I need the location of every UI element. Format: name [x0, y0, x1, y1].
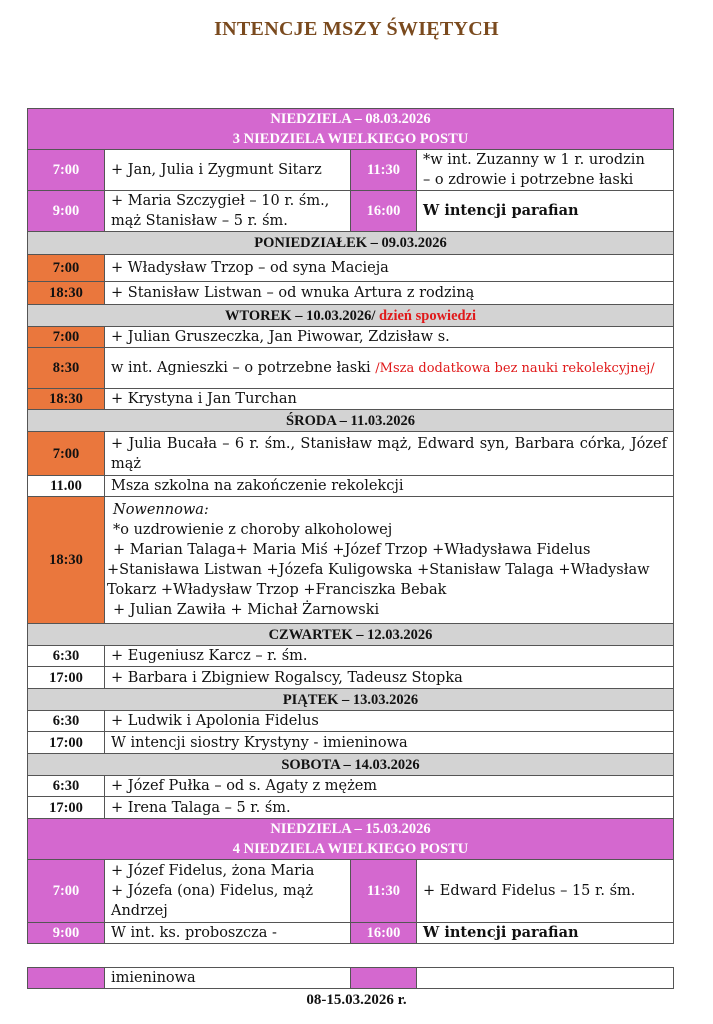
day-header-tuesday: WTOREK – 10.03.2026/ dzień spowiedzi [28, 305, 674, 327]
schedule-table [27, 108, 674, 944]
mass-intention: + Ludwik i Apolonia Fidelus [105, 711, 674, 732]
mass-intention: Msza szkolna na zakończenie rekolekcji [105, 476, 674, 497]
mass-intention: + Irena Talaga – 5 r. śm. [105, 797, 674, 819]
table-row [28, 255, 674, 282]
continuation-table [27, 967, 674, 989]
mass-time: 7:00 [28, 255, 105, 282]
day-header-sunday-1 [28, 109, 674, 150]
mass-intention: + Julia Bucała – 6 r. śm., Stanisław mąż, Edward syn, Barbara córka, Józef mąż [105, 432, 674, 476]
mass-time: 8:30 [28, 348, 105, 389]
mass-time: 6:30 [28, 646, 105, 667]
table-row [28, 497, 674, 624]
time-cell-empty [351, 968, 417, 989]
day-subtitle: 3 NIEDZIELA WIELKIEGO POSTU [232, 131, 469, 147]
mass-time: 7:00 [28, 860, 105, 923]
mass-intention: + Stanisław Listwan – od wnuka Artura z rodziną [105, 282, 674, 305]
day-header-sunday-2 [28, 819, 674, 860]
mass-intention: + Krystyna i Jan Turchan [105, 389, 674, 410]
table-row [28, 348, 674, 389]
mass-intention: + Józef Pułka – od s. Agaty z mężem [105, 776, 674, 797]
table-row [28, 923, 674, 944]
mass-intention: + Józef Fidelus, żona Maria + Józefa (ona) Fidelus, mąż Andrzej [105, 860, 351, 923]
table-row [28, 732, 674, 754]
table-row [28, 327, 674, 348]
mass-intention: W intencji parafian [417, 923, 674, 944]
mass-time: 16:00 [351, 923, 417, 944]
mass-time: 7:00 [28, 150, 105, 191]
mass-intention: + Barbara i Zbigniew Rogalscy, Tadeusz Stopka [105, 667, 674, 689]
mass-intention: w int. Agnieszki – o potrzebne łaski /Msza dodatkowa bez nauki rekolekcyjnej/ [105, 348, 674, 389]
table-row [28, 150, 674, 191]
table-row [28, 282, 674, 305]
mass-time: 17:00 [28, 797, 105, 819]
mass-intention: + Jan, Julia i Zygmunt Sitarz [105, 150, 351, 191]
mass-time: 17:00 [28, 667, 105, 689]
mass-intention-continued: imieninowa [105, 968, 351, 989]
day-title: NIEDZIELA – 08.03.2026 [270, 111, 431, 127]
table-row [28, 776, 674, 797]
confession-day-label: dzień spowiedzi [378, 307, 477, 324]
mass-time: 17:00 [28, 732, 105, 754]
day-header-friday: PIĄTEK – 13.03.2026 [28, 689, 674, 711]
mass-time: 11:30 [351, 860, 417, 923]
day-subtitle: 4 NIEDZIELA WIELKIEGO POSTU [232, 841, 469, 857]
mass-time: 18:30 [28, 497, 105, 624]
mass-time: 11.00 [28, 476, 105, 497]
mass-intention: W int. ks. proboszcza - [105, 923, 351, 944]
intention-cell-empty [417, 968, 674, 989]
day-header-thursday: CZWARTEK – 12.03.2026 [28, 624, 674, 646]
mass-time: 9:00 [28, 191, 105, 232]
mass-intention: Nowennowa: *o uzdrowienie z choroby alkoholowej + Marian Talaga+ Maria Miś +Józef Trzop +Władysława Fidelus +Stanisława Listwan +Józefa Kuligowska +Stanisław Talaga +Władysław Tokarz +Władysław Trzop +Franciszka Bebak + Julian Zawiła + Michał Żarnowski [105, 497, 674, 624]
mass-time: 6:30 [28, 711, 105, 732]
mass-intention: + Maria Szczygieł – 10 r. śm., mąż Stanisław – 5 r. śm. [105, 191, 351, 232]
table-row [28, 797, 674, 819]
mass-time: 7:00 [28, 327, 105, 348]
mass-intention: + Edward Fidelus – 15 r. śm. [417, 860, 674, 923]
mass-intention: + Władysław Trzop – od syna Macieja [105, 255, 674, 282]
mass-intention: *w int. Zuzanny w 1 r. urodzin – o zdrowie i potrzebne łaski [417, 150, 674, 191]
date-range-footer: 08-15.03.2026 r. [306, 992, 407, 1008]
day-header-wednesday: ŚRODA – 11.03.2026 [28, 410, 674, 432]
day-header-monday: PONIEDZIAŁEK – 09.03.2026 [28, 232, 674, 255]
page-title: INTENCJE MSZY ŚWIĘTYCH [214, 18, 499, 40]
mass-intention: + Eugeniusz Karcz – r. śm. [105, 646, 674, 667]
table-row [28, 860, 674, 923]
time-cell-empty [28, 968, 105, 989]
table-row [28, 646, 674, 667]
table-row [28, 667, 674, 689]
mass-time: 6:30 [28, 776, 105, 797]
table-row [28, 432, 674, 476]
mass-time: 16:00 [351, 191, 417, 232]
mass-time: 18:30 [28, 389, 105, 410]
mass-intention: + Julian Gruszeczka, Jan Piwowar, Zdzisław s. [105, 327, 674, 348]
mass-time: 18:30 [28, 282, 105, 305]
table-row [28, 711, 674, 732]
table-row [28, 191, 674, 232]
day-title: NIEDZIELA – 15.03.2026 [270, 821, 431, 837]
day-header-saturday: SOBOTA – 14.03.2026 [28, 754, 674, 776]
table-row [28, 968, 674, 989]
mass-time: 9:00 [28, 923, 105, 944]
mass-time: 11:30 [351, 150, 417, 191]
table-row [28, 389, 674, 410]
mass-intention: W intencji siostry Krystyny - imieninowa [105, 732, 674, 754]
mass-intention: W intencji parafian [417, 191, 674, 232]
mass-note: /Msza dodatkowa bez nauki rekolekcyjnej/ [375, 360, 655, 376]
table-row [28, 476, 674, 497]
mass-time: 7:00 [28, 432, 105, 476]
